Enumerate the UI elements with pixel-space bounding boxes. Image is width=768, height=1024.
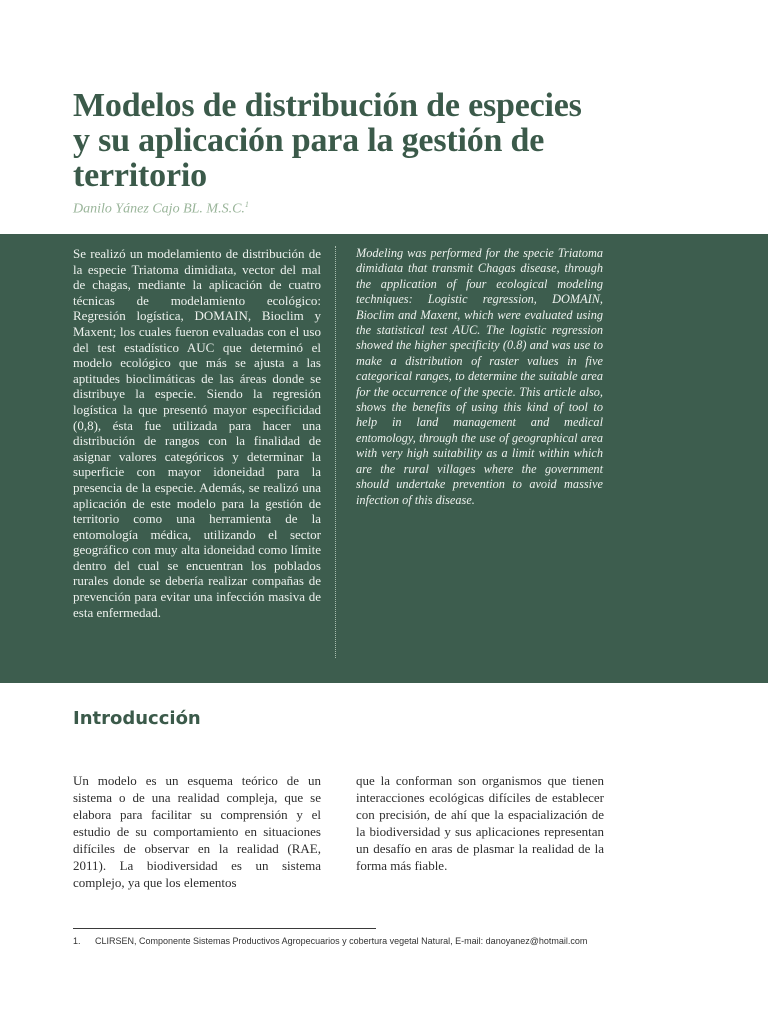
footnote-text: CLIRSEN, Componente Sistemas Productivos Agropecuarios y cobertura vegetal Natural, E-mail: danoyanez@hotmail.com: [95, 936, 588, 946]
author-line: [73, 200, 249, 218]
author-name: Danilo Yánez Cajo BL. M.S.C.: [73, 201, 245, 217]
abstract-divider: [335, 246, 336, 658]
footnote-number: 1.: [73, 936, 81, 946]
introduction-column-left: Un modelo es un esquema teórico de un sistema o de una realidad compleja, que se elabora para facilitar su comprensión y el estudio de su comportamiento en situaciones difíciles de observar en la realidad (RAE, 2011). La biodiversidad es un sistema complejo, ya que los elementos: [73, 773, 321, 890]
introduction-column-right: que la conforman son organismos que tienen interacciones ecológicas difíciles de establecer con precisión, de ahí que la espacialización de la biodiversidad y sus aplicaciones representan un desafío en aras de plasmar la realidad de la forma más fiable.: [356, 773, 604, 873]
author-footnote-mark: 1: [244, 200, 249, 209]
footnote-rule: [73, 928, 376, 929]
abstract-english: Modeling was performed for the specie Triatoma dimidiata that transmit Chagas disease, through the application of four ecological modeling techniques: Logistic regression, DOMAIN, Bioclim and Maxent, which were evaluated using the statistical test AUC. The logistic regression showed the higher specificity (0.8) and was use to make a distribution of raster values in five categorical ranges, to determine the suitable area for the occurrence of the specie. This article also, shows the benefits of using this kind of tool to help in land management and medical entomology, through the use of geographical area with very high suitability as a limit within which are the rural villages where the government should undertake prevention to avoid massive infection of this disease.: [356, 246, 603, 507]
footnote: [73, 936, 673, 946]
article-title: Modelos de distribución de especies y su aplicación para la gestión de territorio: [73, 87, 582, 194]
abstract-spanish: Se realizó un modelamiento de distribución de la especie Triatoma dimidiata, vector del mal de chagas, mediante la aplicación de cuatro técnicas de modelamiento ecológico: Regresión logística, DOMAIN, Bioclim y Maxent; los cuales fueron evaluadas con el uso del test estadístico AUC que determinó el modelo ecológico que más se ajusta a las aptitudes bioclimáticas de las áreas donde se distribuye la especie. Siendo la regresión logística la que presentó mayor especificidad (0,8), ésta fue utilizada para hacer una distribución de rangos con la finalidad de asignar valores categóricos y determinar la superficie con mayor idoneidad para la presencia de la especie. Además, se realizó una aplicación de este modelo para la gestión de territorio como una herramienta de la entomología médica, utilizando el sector geográfico con muy alta idoneidad como límite dentro del cual se encuentran los poblados rurales donde se debería realizar compañas de prevención para evitar una infección masiva de esta enfermedad.: [73, 246, 321, 620]
section-heading-introduction: Introducción: [73, 708, 201, 729]
